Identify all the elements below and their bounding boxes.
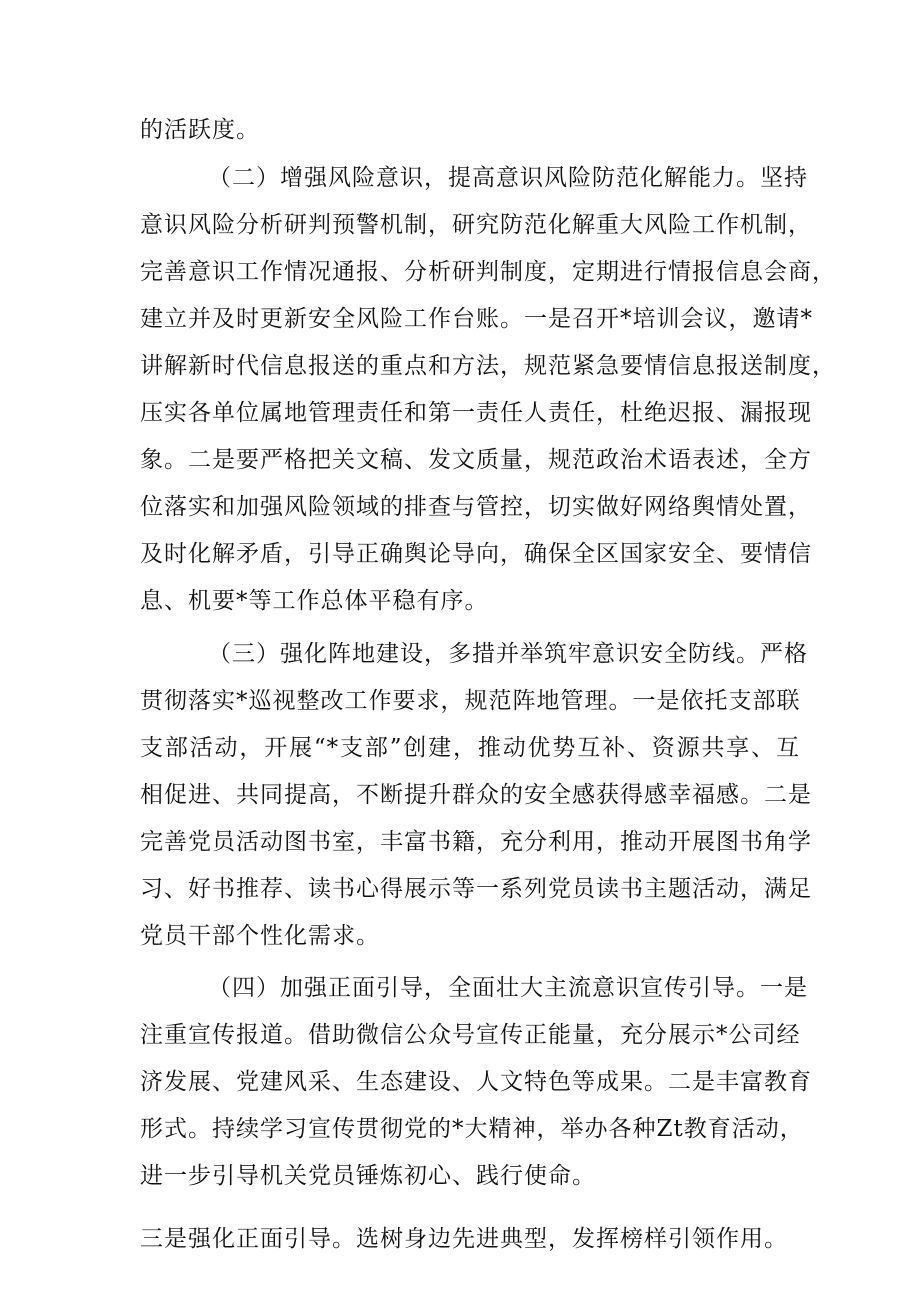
text-line-18: 党员干部个性化需求。	[140, 923, 380, 949]
text-line-3: 意识风险分析研判预警机制，研究防范化解重大风险工作机制，	[140, 212, 812, 238]
text-line-5: 建立并及时更新安全风险工作台账。一是召开*培训会议，邀请*	[140, 306, 813, 332]
text-line-13: 贯彻落实*巡视整改工作要求，规范阵地管理。一是依托支部联	[140, 688, 801, 714]
text-line-21: 济发展、党建风采、生态建设、人文特色等成果。二是丰富教育	[140, 1069, 812, 1095]
text-line-9: 位落实和加强风险领域的排查与管控，切实做好网络舆情处置，	[140, 494, 812, 520]
text-line-14: 支部活动，开展“*支部”创建，推动优势互补、资源共享、互	[140, 735, 800, 761]
text-line-1: 的活跃度。	[140, 117, 260, 143]
text-line-10: 及时化解矛盾，引导正确舆论导向，确保全区国家安全、要情信	[140, 541, 812, 567]
text-line-12: （三）强化阵地建设，多措并举筑牢意识安全防线。严格	[208, 641, 808, 667]
text-line-23: 进一步引导机关党员锤炼初心、践行使命。	[140, 1163, 596, 1189]
text-line-16: 完善党员活动图书室，丰富书籍，充分利用，推动开展图书角学	[140, 829, 812, 855]
text-line-24: 三是强化正面引导。选树身边先进典型，发挥榜样引领作用。	[140, 1226, 788, 1252]
text-line-19: （四）加强正面引导，全面壮大主流意识宣传引导。一是	[208, 975, 808, 1001]
text-line-8: 象。二是要严格把关文稿、发文质量，规范政治术语表述，全方	[140, 447, 812, 473]
text-line-20: 注重宣传报道。借助微信公众号宣传正能量，充分展示*公司经	[140, 1022, 801, 1048]
text-line-22: 形式。持续学习宣传贯彻党的*大精神，举办各种Zt教育活动，	[140, 1116, 804, 1142]
text-line-4: 完善意识工作情况通报、分析研判制度，定期进行情报信息会商，	[140, 259, 836, 285]
text-line-11: 息、机要*等工作总体平稳有序。	[140, 588, 489, 614]
text-line-7: 压实各单位属地管理责任和第一责任人责任，杜绝迟报、漏报现	[140, 400, 812, 426]
text-line-6: 讲解新时代信息报送的重点和方法，规范紧急要情信息报送制度，	[140, 353, 836, 379]
text-line-17: 习、好书推荐、读书心得展示等一系列党员读书主题活动，满足	[140, 876, 812, 902]
text-line-2: （二）增强风险意识，提高意识风险防范化解能力。坚持	[208, 165, 808, 191]
text-line-15: 相促进、共同提高，不断提升群众的安全感获得感幸福感。二是	[140, 782, 812, 808]
